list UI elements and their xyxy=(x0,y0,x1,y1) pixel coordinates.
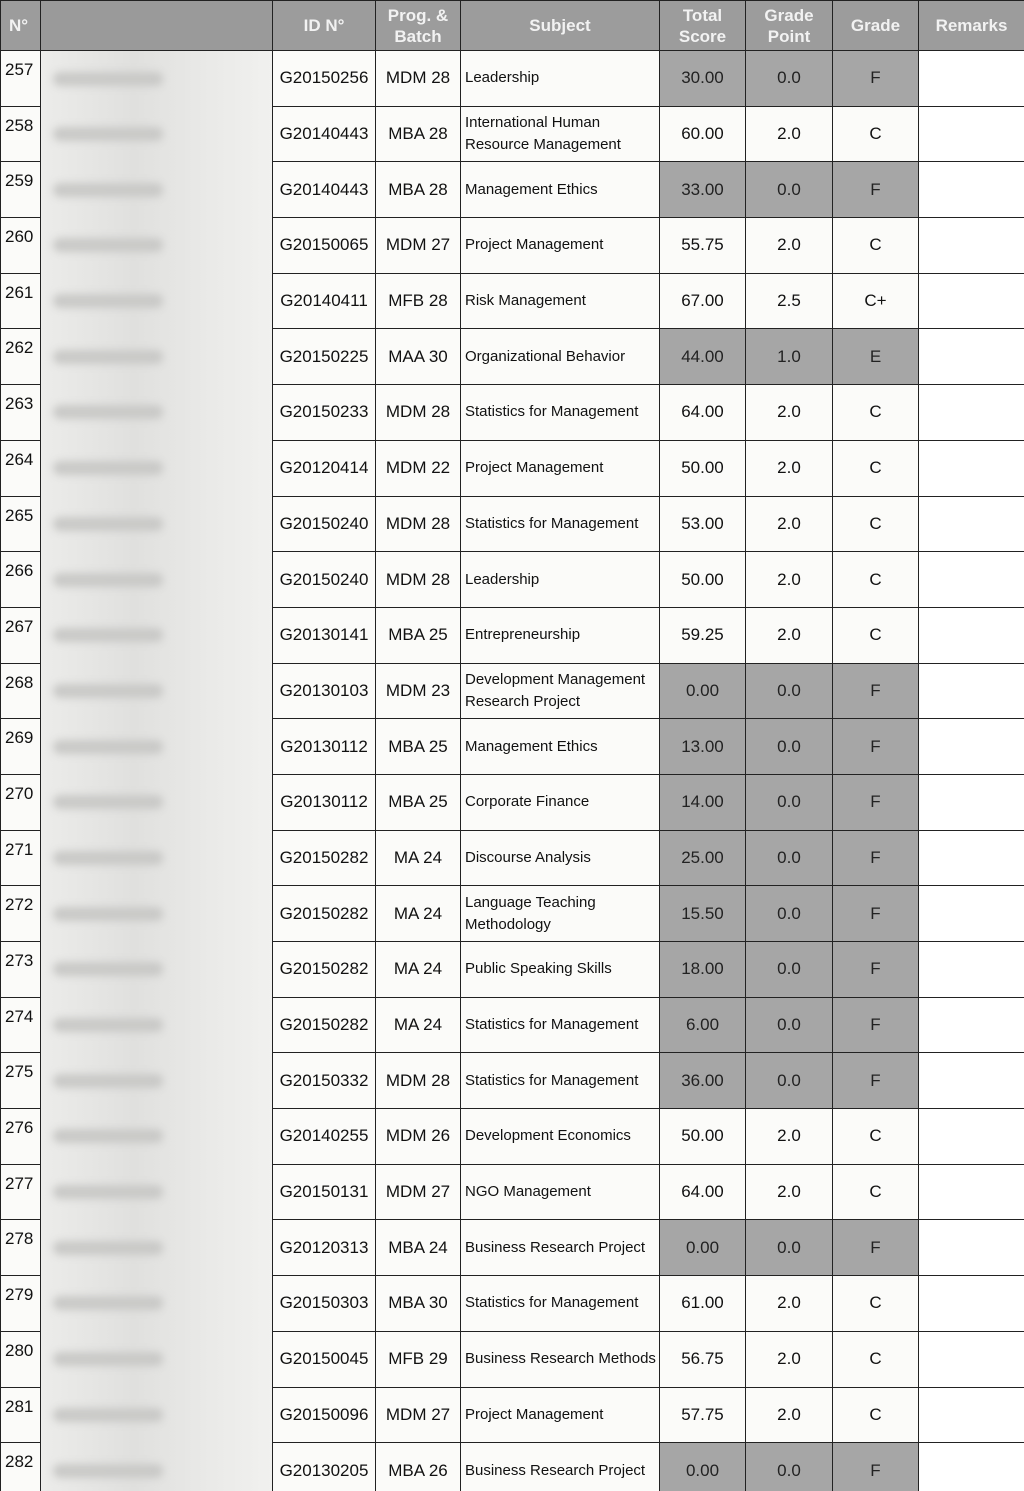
program-batch: MBA 25 xyxy=(376,774,461,830)
student-id: G20150096 xyxy=(273,1387,376,1443)
grade-point: 0.0 xyxy=(746,1443,833,1491)
student-id: G20150282 xyxy=(273,997,376,1053)
remarks xyxy=(919,719,1024,775)
table-row xyxy=(1,830,1024,886)
program-batch: MA 24 xyxy=(376,886,461,942)
student-name-redacted xyxy=(41,719,273,775)
total-score: 0.00 xyxy=(660,1220,746,1276)
grade-point: 2.5 xyxy=(746,273,833,329)
total-score: 13.00 xyxy=(660,719,746,775)
student-name-redacted xyxy=(41,385,273,441)
redacted-name-blur xyxy=(53,795,163,809)
redacted-name-blur xyxy=(53,962,163,976)
table-row xyxy=(1,774,1024,830)
student-id: G20150131 xyxy=(273,1164,376,1220)
student-name-redacted xyxy=(41,552,273,608)
total-score: 0.00 xyxy=(660,663,746,719)
table-row xyxy=(1,942,1024,998)
grade-point: 2.0 xyxy=(746,218,833,274)
grade-point: 2.0 xyxy=(746,1109,833,1165)
total-score: 61.00 xyxy=(660,1276,746,1332)
table-row xyxy=(1,1220,1024,1276)
student-name-redacted xyxy=(41,774,273,830)
grade: C xyxy=(833,1276,919,1332)
remarks xyxy=(919,51,1024,107)
table-row xyxy=(1,1331,1024,1387)
row-number: 269 xyxy=(1,719,41,775)
total-score: 67.00 xyxy=(660,273,746,329)
subject: Risk Management xyxy=(461,273,660,329)
grade-point: 2.0 xyxy=(746,385,833,441)
row-number: 273 xyxy=(1,942,41,998)
remarks xyxy=(919,440,1024,496)
row-number: 278 xyxy=(1,1220,41,1276)
subject: Leadership xyxy=(461,51,660,107)
row-number: 263 xyxy=(1,385,41,441)
total-score: 64.00 xyxy=(660,1164,746,1220)
grade: C xyxy=(833,607,919,663)
remarks xyxy=(919,942,1024,998)
row-number: 267 xyxy=(1,607,41,663)
header-remarks: Remarks xyxy=(919,1,1024,51)
subject: Development Management Research Project xyxy=(461,663,660,719)
grade-point: 2.0 xyxy=(746,552,833,608)
row-number: 272 xyxy=(1,886,41,942)
subject: Statistics for Management xyxy=(461,1053,660,1109)
total-score: 44.00 xyxy=(660,329,746,385)
total-score: 64.00 xyxy=(660,385,746,441)
student-id: G20120313 xyxy=(273,1220,376,1276)
remarks xyxy=(919,830,1024,886)
subject: Business Research Project xyxy=(461,1220,660,1276)
redacted-name-blur xyxy=(53,1185,163,1199)
remarks xyxy=(919,1276,1024,1332)
total-score: 25.00 xyxy=(660,830,746,886)
grade-point: 2.0 xyxy=(746,607,833,663)
grade-point: 1.0 xyxy=(746,329,833,385)
table-row xyxy=(1,51,1024,107)
subject: Project Management xyxy=(461,440,660,496)
student-name-redacted xyxy=(41,1053,273,1109)
student-name-redacted xyxy=(41,162,273,218)
row-number: 270 xyxy=(1,774,41,830)
student-name-redacted xyxy=(41,1109,273,1165)
remarks xyxy=(919,607,1024,663)
row-number: 257 xyxy=(1,51,41,107)
remarks xyxy=(919,886,1024,942)
header-subject: Subject xyxy=(461,1,660,51)
redacted-name-blur xyxy=(53,1408,163,1422)
subject: Statistics for Management xyxy=(461,1276,660,1332)
grade: F xyxy=(833,162,919,218)
remarks xyxy=(919,218,1024,274)
student-id: G20140443 xyxy=(273,106,376,162)
table-row xyxy=(1,997,1024,1053)
program-batch: MAA 30 xyxy=(376,329,461,385)
program-batch: MDM 27 xyxy=(376,1164,461,1220)
student-id: G20130205 xyxy=(273,1443,376,1491)
grade-point: 0.0 xyxy=(746,1220,833,1276)
redacted-name-blur xyxy=(53,1241,163,1255)
student-id: G20120414 xyxy=(273,440,376,496)
total-score: 36.00 xyxy=(660,1053,746,1109)
total-score: 50.00 xyxy=(660,1109,746,1165)
grade-point: 2.0 xyxy=(746,1387,833,1443)
subject: Development Economics xyxy=(461,1109,660,1165)
total-score: 18.00 xyxy=(660,942,746,998)
table-row xyxy=(1,886,1024,942)
student-id: G20150303 xyxy=(273,1276,376,1332)
program-batch: MBA 25 xyxy=(376,607,461,663)
subject: Statistics for Management xyxy=(461,997,660,1053)
subject: Organizational Behavior xyxy=(461,329,660,385)
table-row xyxy=(1,1109,1024,1165)
redacted-name-blur xyxy=(53,238,163,252)
grade: C xyxy=(833,1331,919,1387)
subject: Public Speaking Skills xyxy=(461,942,660,998)
student-name-redacted xyxy=(41,440,273,496)
remarks xyxy=(919,162,1024,218)
student-id: G20150332 xyxy=(273,1053,376,1109)
redacted-name-blur xyxy=(53,1129,163,1143)
grade-point: 0.0 xyxy=(746,774,833,830)
student-id: G20130112 xyxy=(273,774,376,830)
program-batch: MBA 24 xyxy=(376,1220,461,1276)
grade: F xyxy=(833,886,919,942)
total-score: 15.50 xyxy=(660,886,746,942)
grade: F xyxy=(833,51,919,107)
row-number: 282 xyxy=(1,1443,41,1491)
student-id: G20150282 xyxy=(273,830,376,886)
grade-point: 2.0 xyxy=(746,440,833,496)
student-id: G20140443 xyxy=(273,162,376,218)
header-grade: Grade xyxy=(833,1,919,51)
remarks xyxy=(919,1387,1024,1443)
grade: F xyxy=(833,1053,919,1109)
program-batch: MDM 28 xyxy=(376,51,461,107)
redacted-name-blur xyxy=(53,405,163,419)
program-batch: MFB 29 xyxy=(376,1331,461,1387)
subject: Business Research Methods xyxy=(461,1331,660,1387)
grade: C xyxy=(833,1164,919,1220)
remarks xyxy=(919,1331,1024,1387)
student-id: G20150256 xyxy=(273,51,376,107)
program-batch: MBA 28 xyxy=(376,106,461,162)
student-name-redacted xyxy=(41,830,273,886)
row-number: 262 xyxy=(1,329,41,385)
redacted-name-blur xyxy=(53,907,163,921)
table-row xyxy=(1,385,1024,441)
grade-point: 2.0 xyxy=(746,1164,833,1220)
grade: F xyxy=(833,774,919,830)
student-name-redacted xyxy=(41,607,273,663)
program-batch: MBA 26 xyxy=(376,1443,461,1491)
grade: C xyxy=(833,1109,919,1165)
program-batch: MBA 30 xyxy=(376,1276,461,1332)
subject: Management Ethics xyxy=(461,719,660,775)
redacted-name-blur xyxy=(53,740,163,754)
remarks xyxy=(919,774,1024,830)
table-row xyxy=(1,1053,1024,1109)
total-score: 50.00 xyxy=(660,440,746,496)
student-id: G20130141 xyxy=(273,607,376,663)
program-batch: MA 24 xyxy=(376,942,461,998)
grade: F xyxy=(833,1220,919,1276)
grade: C xyxy=(833,218,919,274)
total-score: 14.00 xyxy=(660,774,746,830)
total-score: 33.00 xyxy=(660,162,746,218)
grade-point: 0.0 xyxy=(746,886,833,942)
grade: C+ xyxy=(833,273,919,329)
redacted-name-blur xyxy=(53,1018,163,1032)
grade-point: 2.0 xyxy=(746,106,833,162)
redacted-name-blur xyxy=(53,350,163,364)
table-row xyxy=(1,663,1024,719)
total-score: 56.75 xyxy=(660,1331,746,1387)
subject: Language Teaching Methodology xyxy=(461,886,660,942)
row-number: 276 xyxy=(1,1109,41,1165)
student-name-redacted xyxy=(41,942,273,998)
row-number: 279 xyxy=(1,1276,41,1332)
subject: Project Management xyxy=(461,218,660,274)
total-score: 50.00 xyxy=(660,552,746,608)
remarks xyxy=(919,1109,1024,1165)
header-number: N° xyxy=(1,1,41,51)
table-row xyxy=(1,607,1024,663)
program-batch: MDM 22 xyxy=(376,440,461,496)
row-number: 271 xyxy=(1,830,41,886)
grade-point: 0.0 xyxy=(746,162,833,218)
grade-point: 2.0 xyxy=(746,496,833,552)
redacted-name-blur xyxy=(53,684,163,698)
student-name-redacted xyxy=(41,997,273,1053)
redacted-name-blur xyxy=(53,573,163,587)
program-batch: MA 24 xyxy=(376,830,461,886)
row-number: 260 xyxy=(1,218,41,274)
student-name-redacted xyxy=(41,1164,273,1220)
table-row xyxy=(1,1276,1024,1332)
redacted-name-blur xyxy=(53,517,163,531)
row-number: 265 xyxy=(1,496,41,552)
total-score: 6.00 xyxy=(660,997,746,1053)
grade: F xyxy=(833,830,919,886)
redacted-name-blur xyxy=(53,183,163,197)
program-batch: MDM 28 xyxy=(376,385,461,441)
subject: International Human Resource Management xyxy=(461,106,660,162)
header-name-redacted xyxy=(41,1,273,51)
table-row xyxy=(1,218,1024,274)
program-batch: MBA 25 xyxy=(376,719,461,775)
total-score: 57.75 xyxy=(660,1387,746,1443)
header-total-score: Total Score xyxy=(660,1,746,51)
table-row xyxy=(1,1164,1024,1220)
grade: C xyxy=(833,385,919,441)
student-id: G20140255 xyxy=(273,1109,376,1165)
table-row xyxy=(1,273,1024,329)
table-row xyxy=(1,1443,1024,1491)
subject: Business Research Project xyxy=(461,1443,660,1491)
row-number: 281 xyxy=(1,1387,41,1443)
grade: C xyxy=(833,552,919,608)
program-batch: MDM 28 xyxy=(376,496,461,552)
grade: C xyxy=(833,496,919,552)
header-id: ID N° xyxy=(273,1,376,51)
table-row xyxy=(1,1387,1024,1443)
subject: Entrepreneurship xyxy=(461,607,660,663)
student-id: G20150282 xyxy=(273,942,376,998)
grade-point: 0.0 xyxy=(746,719,833,775)
grade: F xyxy=(833,719,919,775)
grade-point: 0.0 xyxy=(746,663,833,719)
student-id: G20150240 xyxy=(273,552,376,608)
student-name-redacted xyxy=(41,1387,273,1443)
table-row xyxy=(1,719,1024,775)
row-number: 266 xyxy=(1,552,41,608)
subject: Management Ethics xyxy=(461,162,660,218)
student-id: G20150240 xyxy=(273,496,376,552)
total-score: 60.00 xyxy=(660,106,746,162)
row-number: 258 xyxy=(1,106,41,162)
grade-point: 2.0 xyxy=(746,1276,833,1332)
grade-point: 0.0 xyxy=(746,830,833,886)
table-row xyxy=(1,440,1024,496)
total-score: 55.75 xyxy=(660,218,746,274)
total-score: 30.00 xyxy=(660,51,746,107)
row-number: 274 xyxy=(1,997,41,1053)
remarks xyxy=(919,997,1024,1053)
row-number: 261 xyxy=(1,273,41,329)
total-score: 53.00 xyxy=(660,496,746,552)
student-id: G20150282 xyxy=(273,886,376,942)
remarks xyxy=(919,106,1024,162)
remarks xyxy=(919,496,1024,552)
grade: C xyxy=(833,1387,919,1443)
student-id: G20130103 xyxy=(273,663,376,719)
student-name-redacted xyxy=(41,1331,273,1387)
subject: Corporate Finance xyxy=(461,774,660,830)
student-name-redacted xyxy=(41,886,273,942)
program-batch: MFB 28 xyxy=(376,273,461,329)
row-number: 259 xyxy=(1,162,41,218)
student-name-redacted xyxy=(41,218,273,274)
remarks xyxy=(919,1220,1024,1276)
row-number: 277 xyxy=(1,1164,41,1220)
student-name-redacted xyxy=(41,1276,273,1332)
student-name-redacted xyxy=(41,1220,273,1276)
row-number: 268 xyxy=(1,663,41,719)
student-id: G20130112 xyxy=(273,719,376,775)
subject: Leadership xyxy=(461,552,660,608)
program-batch: MA 24 xyxy=(376,997,461,1053)
redacted-name-blur xyxy=(53,1074,163,1088)
grade: F xyxy=(833,997,919,1053)
table-row xyxy=(1,496,1024,552)
total-score: 59.25 xyxy=(660,607,746,663)
subject: Statistics for Management xyxy=(461,385,660,441)
student-name-redacted xyxy=(41,1443,273,1491)
remarks xyxy=(919,273,1024,329)
subject: Discourse Analysis xyxy=(461,830,660,886)
program-batch: MDM 28 xyxy=(376,1053,461,1109)
program-batch: MDM 23 xyxy=(376,663,461,719)
grade-point: 0.0 xyxy=(746,1053,833,1109)
redacted-name-blur xyxy=(53,1296,163,1310)
remarks xyxy=(919,1164,1024,1220)
redacted-name-blur xyxy=(53,294,163,308)
header-program-batch: Prog. & Batch xyxy=(376,1,461,51)
student-id: G20150225 xyxy=(273,329,376,385)
grade-point: 0.0 xyxy=(746,51,833,107)
redacted-name-blur xyxy=(53,72,163,86)
student-name-redacted xyxy=(41,273,273,329)
program-batch: MDM 28 xyxy=(376,552,461,608)
table-body xyxy=(1,51,1024,1491)
row-number: 275 xyxy=(1,1053,41,1109)
program-batch: MDM 27 xyxy=(376,218,461,274)
redacted-name-blur xyxy=(53,461,163,475)
grade-point: 2.0 xyxy=(746,1331,833,1387)
redacted-name-blur xyxy=(53,127,163,141)
subject: NGO Management xyxy=(461,1164,660,1220)
redacted-name-blur xyxy=(53,628,163,642)
grade: C xyxy=(833,106,919,162)
grade: E xyxy=(833,329,919,385)
student-name-redacted xyxy=(41,51,273,107)
grade: F xyxy=(833,663,919,719)
student-name-redacted xyxy=(41,106,273,162)
table-row xyxy=(1,162,1024,218)
grade: F xyxy=(833,1443,919,1491)
redacted-name-blur xyxy=(53,1352,163,1366)
redacted-name-blur xyxy=(53,851,163,865)
row-number: 264 xyxy=(1,440,41,496)
subject: Statistics for Management xyxy=(461,496,660,552)
header-grade-point: Grade Point xyxy=(746,1,833,51)
grade: C xyxy=(833,440,919,496)
remarks xyxy=(919,663,1024,719)
total-score: 0.00 xyxy=(660,1443,746,1491)
program-batch: MDM 27 xyxy=(376,1387,461,1443)
subject: Project Management xyxy=(461,1387,660,1443)
remarks xyxy=(919,329,1024,385)
student-name-redacted xyxy=(41,329,273,385)
table-row xyxy=(1,552,1024,608)
remarks xyxy=(919,552,1024,608)
program-batch: MBA 28 xyxy=(376,162,461,218)
redacted-name-blur xyxy=(53,1464,163,1478)
grade-point: 0.0 xyxy=(746,997,833,1053)
grade-point: 0.0 xyxy=(746,942,833,998)
table-row xyxy=(1,329,1024,385)
remarks xyxy=(919,1053,1024,1109)
student-id: G20140411 xyxy=(273,273,376,329)
row-number: 280 xyxy=(1,1331,41,1387)
student-name-redacted xyxy=(41,663,273,719)
grade: F xyxy=(833,942,919,998)
student-id: G20150065 xyxy=(273,218,376,274)
table-row xyxy=(1,106,1024,162)
table-header xyxy=(1,1,1024,51)
program-batch: MDM 26 xyxy=(376,1109,461,1165)
student-id: G20150233 xyxy=(273,385,376,441)
remarks xyxy=(919,1443,1024,1491)
student-id: G20150045 xyxy=(273,1331,376,1387)
student-name-redacted xyxy=(41,496,273,552)
remarks xyxy=(919,385,1024,441)
